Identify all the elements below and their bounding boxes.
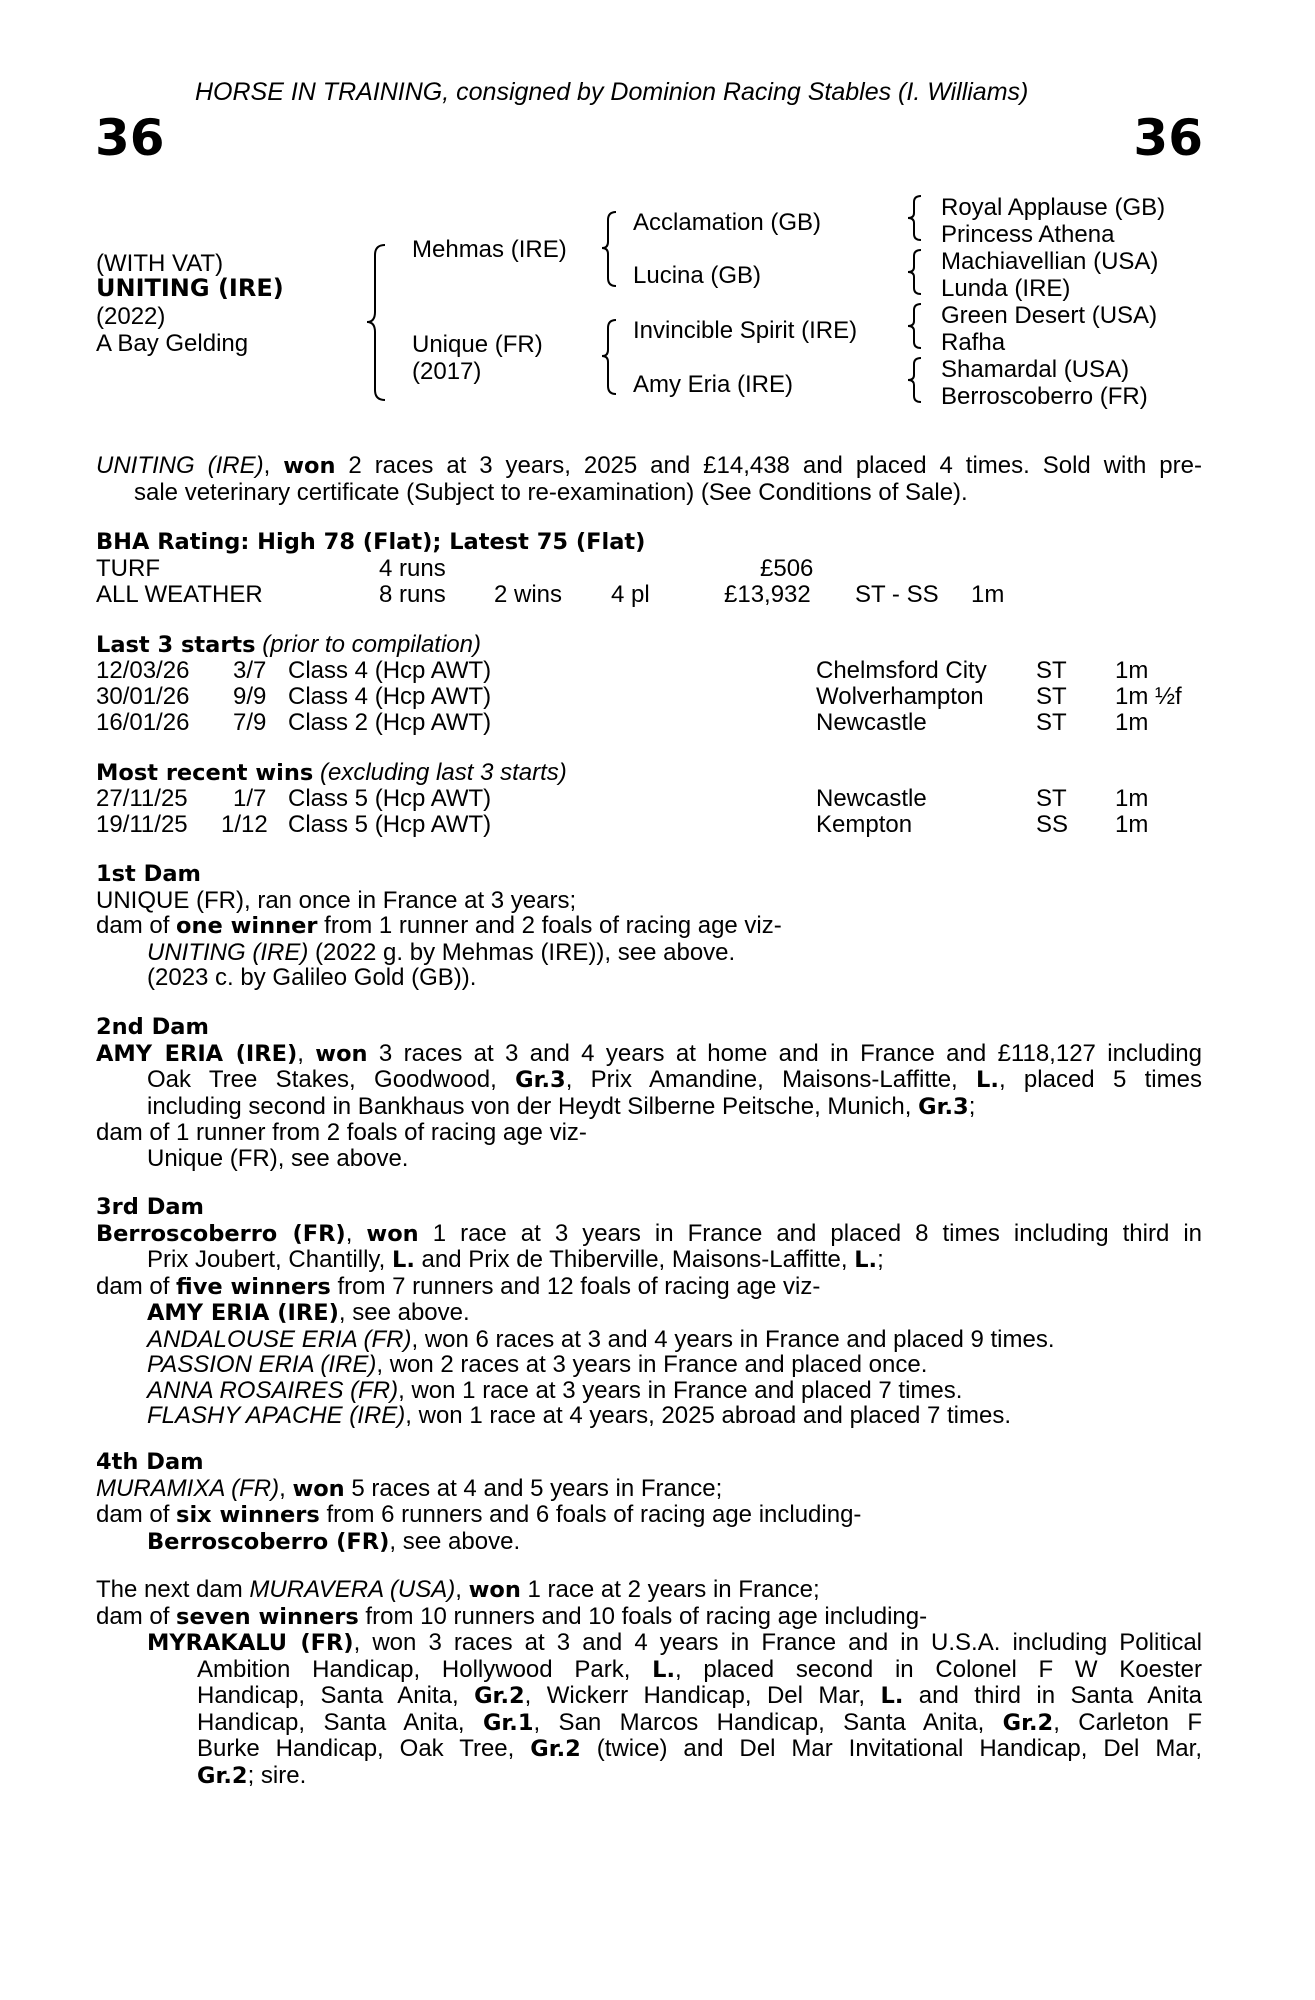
text: Burke Handicap, Oak Tree,	[197, 1735, 531, 1762]
progeny-name: FLASHY APACHE (IRE)	[147, 1402, 406, 1429]
start-race: Class 4 (Hcp AWT)	[288, 683, 492, 710]
text: Oak Tree Stakes, Goodwood,	[147, 1066, 516, 1093]
text: from 1 runner and 2 foals of racing age viz-	[317, 912, 782, 939]
fourth-dam-section	[96, 1450, 1202, 1555]
horse-year: (2022)	[96, 303, 166, 330]
first-dam-section	[96, 862, 1202, 991]
pedigree-g4-1: Royal Applause (GB)	[941, 194, 1166, 221]
start-distance: 1m ½f	[1115, 683, 1182, 710]
progeny-name: UNITING (IRE)	[147, 938, 309, 966]
text: (2022 g. by Mehmas (IRE)), see above.	[308, 938, 736, 966]
pedigree-dam: Unique (FR)	[412, 331, 543, 358]
start-surface: ST	[1036, 683, 1067, 710]
fourth-dam-name: MURAMIXA (FR)	[96, 1474, 280, 1502]
grade: Gr.2	[1002, 1709, 1054, 1736]
text: ; sire.	[247, 1761, 307, 1789]
text: and Prix de Thiberville, Maisons-Laffitte,	[414, 1246, 855, 1273]
pedigree-sire: Mehmas (IRE)	[412, 236, 567, 263]
pedigree-g3-2: Lucina (GB)	[633, 262, 762, 289]
progeny-name: Berroscoberro (FR)	[147, 1528, 390, 1555]
grade: L.	[391, 1247, 415, 1273]
summary-horse-name: UNITING (IRE)	[96, 452, 264, 479]
rating-runs: 8 runs	[379, 581, 446, 608]
lot-number-left: 36	[95, 109, 165, 167]
third-dam-heading: 3rd Dam	[96, 1194, 204, 1220]
rating-surface: TURF	[96, 555, 160, 582]
pedigree-g4-7: Shamardal (USA)	[941, 356, 1130, 383]
start-position: 3/7	[233, 657, 267, 684]
win-course: Kempton	[816, 811, 913, 838]
text: dam of	[96, 1602, 177, 1630]
pedigree-bracket-g4-2	[905, 248, 927, 298]
pedigree-g3-4: Amy Eria (IRE)	[633, 371, 794, 398]
progeny-name: AMY ERIA (IRE)	[147, 1300, 339, 1326]
text: from 10 runners and 10 foals of racing age including-	[358, 1602, 928, 1630]
text: ,	[279, 1474, 293, 1502]
winners-count: six winners	[176, 1502, 320, 1528]
won-label: won	[366, 1220, 419, 1247]
win-surface: SS	[1036, 811, 1069, 838]
text: Unique (FR), see above.	[147, 1144, 409, 1172]
start-course: Chelmsford City	[816, 657, 987, 684]
summary-won: won	[283, 453, 336, 479]
text: dam of	[96, 1501, 177, 1528]
recent-wins-heading-line	[96, 760, 567, 787]
summary-line1: 2 races at 3 years, 2025 and £14,438 and placed 4 times. Sold with pre-	[348, 452, 1202, 479]
second-dam-heading: 2nd Dam	[96, 1014, 209, 1040]
text: ;	[877, 1246, 884, 1273]
text: Ambition Handicap, Hollywood Park,	[197, 1655, 653, 1683]
first-dam-winners: one winner	[176, 913, 318, 939]
start-date: 30/01/26	[96, 683, 190, 710]
second-dam-section	[96, 1015, 1202, 1171]
won-label: won	[292, 1475, 345, 1502]
grade: Gr.2	[197, 1762, 248, 1789]
text: , San Marcos Handicap, Santa Anita,	[533, 1708, 1003, 1736]
catalogue-header: HORSE IN TRAINING, consigned by Dominion Racing Stables (I. Williams)	[195, 78, 1029, 106]
win-position: 1/7	[233, 785, 267, 812]
text: , won 3 races at 3 and 4 years in France and in U.S.A. including Political	[353, 1629, 1202, 1656]
text: 5 races at 4 and 5 years in France;	[344, 1474, 723, 1502]
rating-tracks: ST - SS	[855, 581, 939, 608]
start-course: Wolverhampton	[816, 683, 984, 710]
lot-number-right: 36	[1133, 109, 1203, 167]
first-dam-heading: 1st Dam	[96, 861, 201, 887]
win-date: 19/11/25	[96, 811, 188, 838]
winners-count: seven winners	[176, 1603, 359, 1630]
text: ,	[455, 1576, 469, 1603]
win-race: Class 5 (Hcp AWT)	[288, 785, 492, 812]
text: , placed second in Colonel F W Koester	[675, 1655, 1202, 1683]
start-surface: ST	[1036, 657, 1067, 684]
pedigree-bracket-g4-3	[905, 302, 927, 352]
pedigree-g4-4: Lunda (IRE)	[941, 275, 1071, 302]
next-dam-name: MURAVERA (USA)	[249, 1576, 456, 1603]
win-distance: 1m	[1115, 785, 1149, 812]
text: , Carleton F	[1053, 1708, 1202, 1736]
start-race: Class 4 (Hcp AWT)	[288, 657, 492, 684]
pedigree-bracket-g4-4	[905, 356, 927, 406]
start-position: 9/9	[233, 683, 267, 710]
grade: L.	[880, 1683, 904, 1709]
grade: Gr.2	[530, 1736, 581, 1762]
rating-prize: £13,932	[724, 581, 811, 608]
win-distance: 1m	[1115, 811, 1149, 838]
horse-name: UNITING (IRE)	[96, 274, 284, 302]
last-starts-heading: Last 3 starts	[96, 632, 256, 658]
text: dam of 1 runner from 2 foals of racing age viz-	[96, 1119, 587, 1146]
text: Prix Joubert, Chantilly,	[147, 1246, 392, 1273]
last-starts-heading-line	[96, 632, 481, 659]
win-surface: ST	[1036, 785, 1067, 812]
winners-count: five winners	[176, 1273, 331, 1300]
pedigree-bracket-gen1	[365, 240, 395, 405]
rating-wins: 2 wins	[494, 581, 563, 608]
summary-paragraph: UNITING (IRE), won 2 races at 3 years, 2025 and £14,438 and placed 4 times. Sold with pre- sale veterinary certificate (Subject to re-examination) (See Conditions of Sale).	[96, 452, 1202, 506]
pedigree-bracket-g4-1	[905, 194, 927, 244]
rating-runs: 4 runs	[379, 555, 446, 582]
rating-heading: BHA Rating: High 78 (Flat); Latest 75 (Flat)	[96, 529, 646, 555]
win-race: Class 5 (Hcp AWT)	[288, 811, 492, 838]
rating-prize: £506	[760, 555, 814, 582]
text: dam of	[96, 912, 177, 939]
rating-placed: 4 pl	[611, 581, 650, 608]
rating-dist: 1m	[971, 581, 1005, 608]
pedigree-g4-3: Machiavellian (USA)	[941, 248, 1159, 275]
text: , see above.	[338, 1299, 470, 1326]
text: 3 races at 3 and 4 years at home and in France and £118,127 including	[367, 1039, 1202, 1067]
grade: Gr.2	[474, 1683, 525, 1709]
progeny-entry: (2023 c. by Galileo Gold (GB)).	[147, 964, 477, 991]
horse-description: A Bay Gelding	[96, 330, 249, 357]
third-dam-name: Berroscoberro (FR)	[96, 1220, 346, 1247]
text: 1 race at 3 years in France and placed 8 times including third in	[418, 1219, 1203, 1247]
recent-wins-heading: Most recent wins	[96, 760, 314, 786]
text: The next dam	[96, 1576, 250, 1603]
last-starts-note: (prior to compilation)	[262, 631, 481, 658]
text: including second in Bankhaus von der Heydt Silberne Peitsche, Munich,	[147, 1092, 919, 1120]
start-distance: 1m	[1115, 657, 1149, 684]
text: and third in Santa Anita	[903, 1682, 1202, 1709]
recent-wins-note: (excluding last 3 starts)	[319, 759, 567, 786]
won-label: won	[468, 1577, 521, 1603]
second-dam-name: AMY ERIA (IRE)	[96, 1040, 298, 1067]
progeny-name: PASSION ERIA (IRE)	[147, 1351, 377, 1378]
grade: Gr.1	[482, 1709, 534, 1736]
text: dam of	[96, 1272, 177, 1300]
first-dam-line1: UNIQUE (FR), ran once in France at 3 years;	[96, 886, 577, 914]
start-course: Newcastle	[816, 709, 927, 736]
progeny-name: MYRAKALU (FR)	[147, 1630, 354, 1656]
pedigree-bracket-dam	[600, 318, 622, 398]
next-dam-section	[96, 1577, 1202, 1789]
text: 1 race at 2 years in France;	[520, 1576, 820, 1603]
vat-label: (WITH VAT)	[96, 250, 224, 277]
progeny-name: ANDALOUSE ERIA (FR)	[147, 1325, 412, 1353]
text: , won 2 races at 3 years in France and placed once.	[376, 1351, 928, 1378]
grade: L.	[976, 1067, 999, 1093]
grade: Gr.3	[918, 1093, 969, 1120]
pedigree-g3-3: Invincible Spirit (IRE)	[633, 317, 858, 344]
text: , Prix Amandine, Maisons-Laffitte,	[565, 1066, 977, 1093]
start-date: 16/01/26	[96, 709, 190, 736]
start-distance: 1m	[1115, 709, 1149, 736]
text: (twice) and Del Mar Invitational Handicap, Del Mar,	[580, 1735, 1202, 1762]
start-race: Class 2 (Hcp AWT)	[288, 709, 492, 736]
text: from 6 runners and 6 foals of racing age including-	[319, 1501, 862, 1528]
win-course: Newcastle	[816, 785, 927, 812]
pedigree-g4-5: Green Desert (USA)	[941, 302, 1158, 329]
text: from 7 runners and 12 foals of racing age viz-	[330, 1272, 821, 1300]
text: Handicap, Santa Anita,	[197, 1682, 475, 1709]
rating-surface: ALL WEATHER	[96, 581, 263, 608]
grade: L.	[854, 1247, 878, 1273]
pedigree-g4-2: Princess Athena	[941, 221, 1115, 248]
start-position: 7/9	[233, 709, 267, 736]
text: Handicap, Santa Anita,	[197, 1708, 483, 1736]
text: , won 1 race at 4 years, 2025 abroad and placed 7 times.	[405, 1402, 1011, 1429]
grade: L.	[652, 1656, 675, 1683]
text: , won 6 races at 3 and 4 years in France and placed 9 times.	[411, 1325, 1055, 1353]
pedigree-dam-year: (2017)	[412, 358, 482, 385]
grade: Gr.3	[515, 1067, 566, 1093]
win-position: 1/12	[221, 811, 268, 838]
text: , placed 5 times	[998, 1066, 1202, 1093]
third-dam-section	[96, 1195, 1202, 1429]
won-label: won	[315, 1040, 368, 1067]
text: ,	[345, 1219, 367, 1247]
text: , won 1 race at 3 years in France and placed 7 times.	[398, 1376, 963, 1404]
progeny-name: ANNA ROSAIRES (FR)	[147, 1376, 399, 1404]
text: ,	[297, 1039, 316, 1067]
text: , Wickerr Handicap, Del Mar,	[524, 1682, 881, 1709]
start-surface: ST	[1036, 709, 1067, 736]
win-date: 27/11/25	[96, 785, 188, 812]
pedigree-bracket-sire	[600, 210, 622, 290]
pedigree-g4-8: Berroscoberro (FR)	[941, 383, 1148, 410]
summary-line2: sale veterinary certificate (Subject to re-examination) (See Conditions of Sale).	[134, 478, 968, 506]
fourth-dam-heading: 4th Dam	[96, 1449, 204, 1475]
pedigree-g3-1: Acclamation (GB)	[633, 209, 822, 236]
start-date: 12/03/26	[96, 657, 190, 684]
text: ;	[968, 1092, 976, 1120]
pedigree-g4-6: Rafha	[941, 329, 1006, 356]
text: , see above.	[389, 1527, 521, 1555]
